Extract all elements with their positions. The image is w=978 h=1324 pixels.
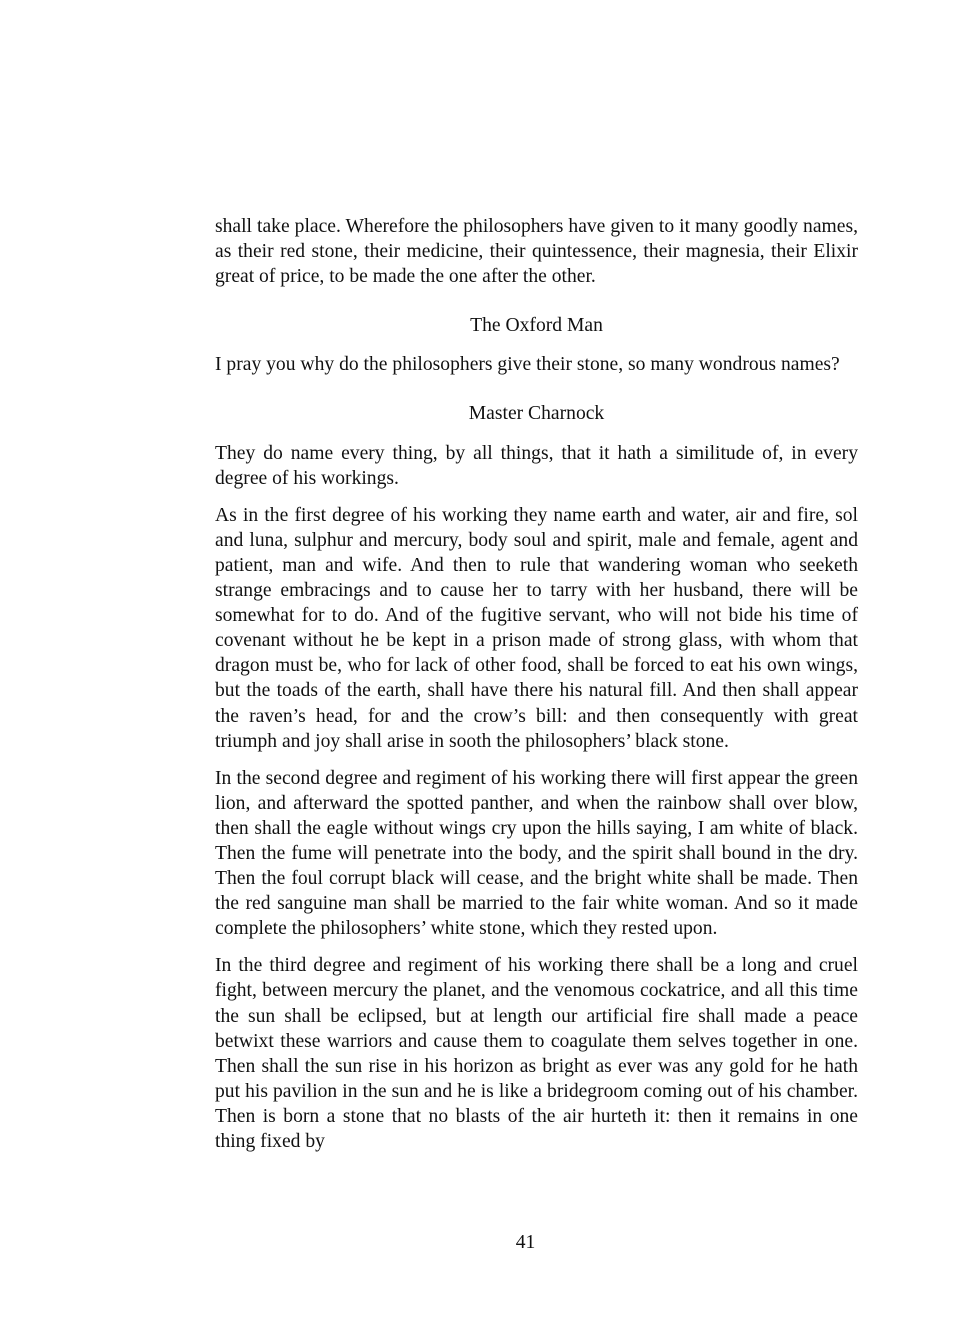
speaker-heading: Master Charnock xyxy=(468,403,605,425)
page-body xyxy=(215,214,858,1154)
body-paragraph: shall take place. Wherefore the philosophers have given to it many goodly names, as their red stone, their medicine, their quintessence, their magnesia, their Elixir great of price, to be made the one after the other. xyxy=(215,216,858,288)
body-paragraph: In the third degree and regiment of his working there shall be a long and cruel fight, between mercury the planet, and the venomous cockatrice, and all this time the sun shall be eclipsed, but at length our artificial fire shall made a peace betwixt these warriors and cause them to coagulate them selves together in one. Then shall the sun rise in his horizon as bright as ever was any gold for he hath put his pavilion in the sun and he is like a bridegroom coming out of his chamber. Then is born a stone that no blasts of the air hurteth it: then it remains in one thing fixed by xyxy=(215,955,858,1152)
page-number: 41 xyxy=(515,1232,536,1253)
body-paragraph: As in the first degree of his working they name earth and water, air and fire, sol and luna, sulphur and mercury, body soul and spirit, male and female, agent and patient, man and wife. And then to rule that wandering woman who seeketh strange embracings and to cause her to tarry with her husband, there will be somewhat for to do. And of the fugitive servant, who will not bide his time of covenant without he be kept in a prison made of strong glass, with whom that dragon must be, who for lack of other food, shall be forced to eat his own wings, but the toads of the earth, shall have there his natural fill. And then shall appear the raven’s head, for and the crow’s bill: and then consequently with great triumph and joy shall arise in sooth the philosophers’ black stone. xyxy=(215,504,858,752)
body-paragraph: In the second degree and regiment of his working there will first appear the green lion, and afterward the spotted panther, and when the rainbow shall over blow, then shall the eagle without wings cry upon the hills saying, I am white of black. Then the fume will penetrate into the body, and the spirit shall bound in the dry. Then the foul corrupt black will cease, and the bright white shall be made. Then the red sanguine man shall be married to the fair white woman. And so it made complete the philosophers’ white stone, which they rested upon. xyxy=(215,767,858,940)
body-paragraph: I pray you why do the philosophers give their stone, so many wondrous names? xyxy=(215,354,840,376)
speaker-heading: The Oxford Man xyxy=(470,315,603,337)
body-paragraph: They do name every thing, by all things, that it hath a similitude of, in every degree of his workings. xyxy=(215,442,858,489)
